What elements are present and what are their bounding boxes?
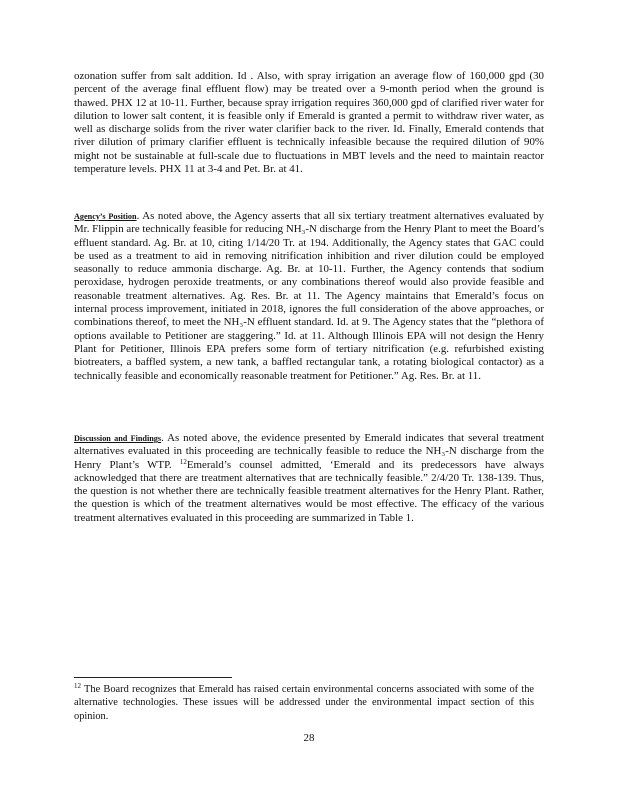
- paragraph-text: . As noted above, the Agency asserts that all six tertiary treatment alternatives evaluated by Mr. Flippin are technically feasible for reducing NH₃-N discharge from the Henry Plant to meet the Board’s effluent standard. Ag. Br. at 10, citing 1/14/20 Tr. at 194. Additionally, the Agency states that GAC could be used as a treatment to aid in removing nitrification inhibition and river dilution could be employed seasonally to reduce ammonia discharge. Ag. Br. at 10-11. Further, the Agency contends that sodium peroxidase, hydrogen peroxide treatments, or any combinations thereof would also provide feasible and reasonable treatment alternatives. Ag. Res. Br. at 11. The Agency maintains that Emerald’s focus on internal process improvement, initiated in 2018, ignores the full consideration of the above approaches, or combinations thereof, to meet the NH₃-N effluent standard. Id. at 9. The Agency states that the “plethora of options available to Petitioner are staggering.” Id. at 11. Although Illinois EPA will not design the Henry Plant for Petitioner, Illinois EPA prefers some form of tertiary nitrification (e.g. refurbished existing biotreaters, a baffled system, a new tank, a baffled rectangular tank, a rotating biological contactor) as a technically feasible and economically reasonable treatment for Petitioner.” Ag. Res. Br. at 11.: [74, 210, 544, 382]
- paragraph-text: . As noted above, the evidence presented by Emerald indicates that several treatment alternatives evaluated in this proceeding are technically feasible to reduce the NH₃-N discharge from the Henry Plant’s WTP.: [74, 432, 544, 471]
- footnote: [74, 683, 534, 723]
- paragraph-agency-position: [74, 210, 544, 383]
- page-number: 28: [303, 732, 315, 744]
- footnote-text: The Board recognizes that Emerald has raised certain environmental concerns associated with some of the alternative technologies. These issues will be addressed under the environmental impact section of this opinion.: [74, 684, 534, 722]
- paragraph-emerald-contentions: [74, 70, 544, 176]
- footnote-reference[interactable]: 12: [179, 457, 187, 466]
- paragraph-text: Emerald’s counsel admitted, ‘Emerald and its predecessors have always acknowledged that there are treatment alternatives that are technically feasible.” 2/4/20 Tr. 138-139. Thus, the question is not whether there are technically feasible treatment alternatives for the Henry Plant. Rather, the question is which of the treatment alternatives would be most effective. The efficacy of the various treatment alternatives evaluated in this proceeding are summarized in Table 1.: [74, 458, 545, 524]
- footnote-divider: [74, 677, 232, 678]
- paragraph-text: ozonation suffer from salt addition. Id . Also, with spray irrigation an average flow of 160,000 gpd (30 percent of the average final effluent flow) may be treated over a 9-month period when the ground is thawed. PHX 12 at 10-11. Further, because spray irrigation requires 360,000 gpd of clarified river water for dilution to lower salt content, it is feasible only if Emerald is granted a permit to withdraw river water, as well as discharge solids from the river water clarifier back to the river. Id. Finally, Emerald contends that river dilution of primary clarifier effluent is technically infeasible because the required dilution of 90% might not be sustainable at full-scale due to fluctuations in MBT levels and the need to maintain reactor temperature levels. PHX 11 at 3-4 and Pet. Br. at 41.: [74, 70, 544, 176]
- section-heading-agency-position: Agency’s Position: [74, 212, 137, 221]
- paragraph-discussion-findings: [74, 432, 544, 525]
- footnote-number: 12: [74, 682, 81, 690]
- section-heading-discussion-findings: Discussion and Findings: [74, 434, 162, 443]
